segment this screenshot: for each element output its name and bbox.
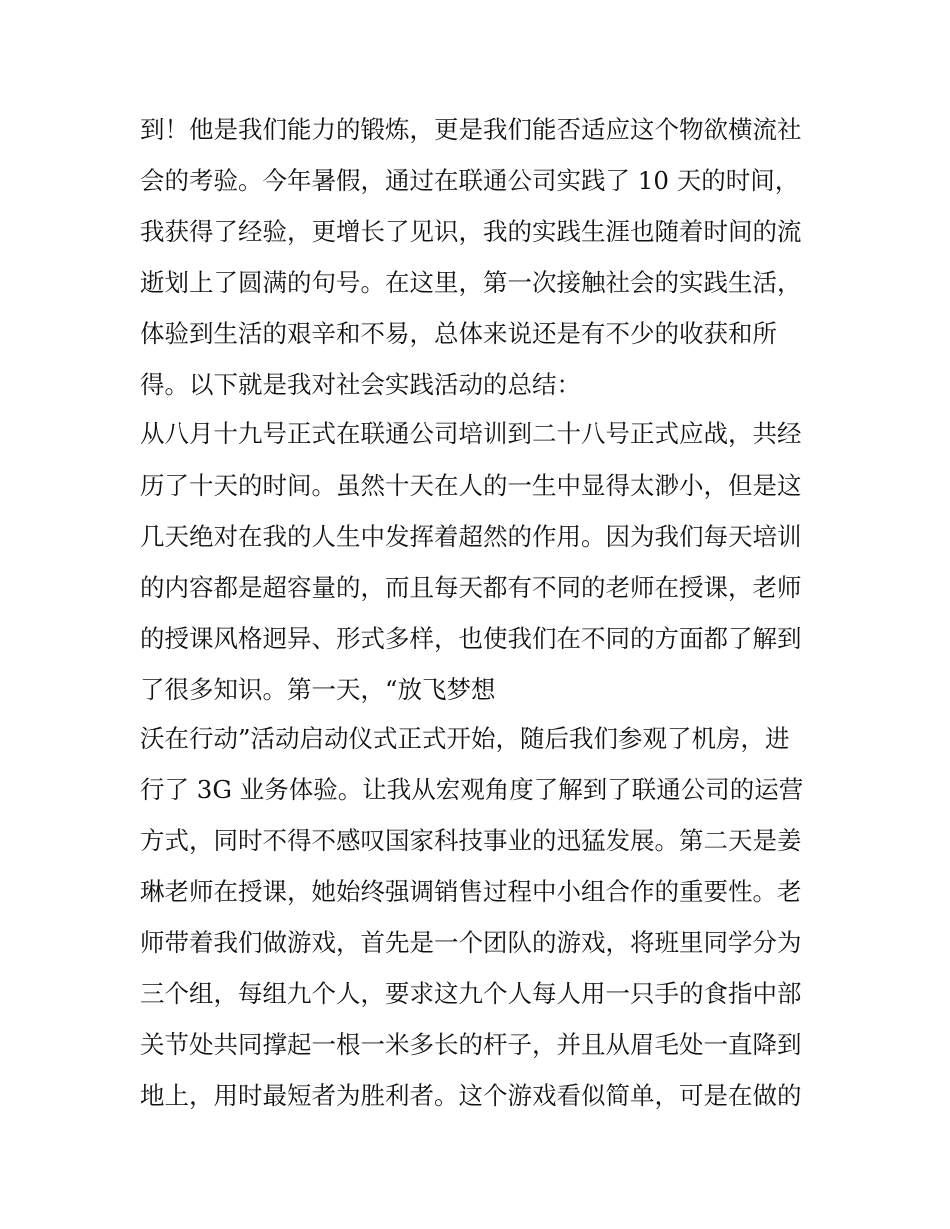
text-line: 历了十天的时间。虽然十天在人的一生中显得太渺小，但是这 <box>140 471 802 500</box>
text-line: 了很多知识。第一天，“放飞梦想 <box>140 675 496 704</box>
text-line: 地上，用时最短者为胜利者。这个游戏看似简单，可是在做的 <box>140 1081 802 1110</box>
text-line: 会的考验。今年暑假，通过在联通公司实践了 10 天的时间， <box>140 166 800 195</box>
text-line: 体验到生活的艰辛和不易，总体来说还是有不少的收获和所 <box>140 319 777 348</box>
text-line: 我获得了经验，更增长了见识，我的实践生涯也随着时间的流 <box>140 217 802 246</box>
text-line: 沃在行动”活动启动仪式正式开始，随后我们参观了机房，进 <box>140 724 790 753</box>
text-line: 关节处共同撑起一根一米多长的杆子，并且从眉毛处一直降到 <box>140 1030 802 1059</box>
text-line: 的授课风格迥异、形式多样，也使我们在不同的方面都了解到 <box>140 624 802 653</box>
text-line: 得。以下就是我对社会实践活动的总结： <box>140 370 581 399</box>
text-line: 几天绝对在我的人生中发挥着超然的作用。因为我们每天培训 <box>140 522 802 551</box>
text-line: 行了 3G 业务体验。让我从宏观角度了解到了联通公司的运营 <box>140 775 804 804</box>
text-line: 从八月十九号正式在联通公司培训到二十八号正式应战，共经 <box>140 419 802 448</box>
text-line: 逝划上了圆满的句号。在这里，第一次接触社会的实践生活， <box>140 268 802 297</box>
text-line: 三个组，每组九个人，要求这九个人每人用一只手的食指中部 <box>140 979 802 1008</box>
text-line: 琳老师在授课，她始终强调销售过程中小组合作的重要性。老 <box>140 877 802 906</box>
text-line: 方式，同时不得不感叹国家科技事业的迅猛发展。第二天是姜 <box>140 826 802 855</box>
text-line: 师带着我们做游戏，首先是一个团队的游戏，将班里同学分为 <box>140 928 802 957</box>
text-line: 到！他是我们能力的锻炼，更是我们能否适应这个物欲横流社 <box>140 115 802 144</box>
text-line: 的内容都是超容量的，而且每天都有不同的老师在授课，老师 <box>140 573 802 602</box>
